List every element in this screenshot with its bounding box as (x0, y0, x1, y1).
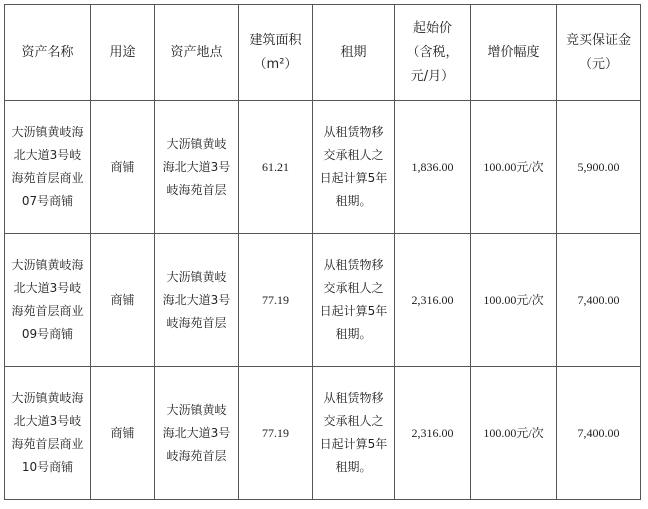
cell-location: 大沥镇黄岐海北大道3号岐海苑首层 (155, 101, 239, 234)
cell-term: 从租赁物移交承租人之日起计算5年租期。 (313, 367, 395, 500)
asset-table-container (4, 4, 641, 500)
cell-start-price: 1,836.00 (395, 101, 471, 234)
header-asset-name: 资产名称 (5, 5, 91, 101)
table-row (5, 367, 641, 500)
cell-asset-name: 大沥镇黄岐海北大道3号岐海苑首层商业10号商铺 (5, 367, 91, 500)
cell-start-price: 2,316.00 (395, 234, 471, 367)
cell-use: 商铺 (91, 101, 155, 234)
cell-deposit: 5,900.00 (557, 101, 641, 234)
asset-lease-table (4, 4, 641, 500)
cell-start-price: 2,316.00 (395, 367, 471, 500)
header-deposit: 竞买保证金（元） (557, 5, 641, 101)
header-use: 用途 (91, 5, 155, 101)
cell-asset-name: 大沥镇黄岐海北大道3号岐海苑首层商业09号商铺 (5, 234, 91, 367)
table-header-row (5, 5, 641, 101)
cell-deposit: 7,400.00 (557, 234, 641, 367)
cell-area: 77.19 (239, 234, 313, 367)
table-row (5, 101, 641, 234)
cell-term: 从租赁物移交承租人之日起计算5年租期。 (313, 101, 395, 234)
cell-use: 商铺 (91, 367, 155, 500)
header-start-price: 起始价（含税，元/月） (395, 5, 471, 101)
cell-increment: 100.00元/次 (471, 367, 557, 500)
table-row (5, 234, 641, 367)
cell-increment: 100.00元/次 (471, 101, 557, 234)
header-term: 租期 (313, 5, 395, 101)
cell-asset-name: 大沥镇黄岐海北大道3号岐海苑首层商业07号商铺 (5, 101, 91, 234)
cell-increment: 100.00元/次 (471, 234, 557, 367)
cell-area: 77.19 (239, 367, 313, 500)
header-increment: 增价幅度 (471, 5, 557, 101)
cell-use: 商铺 (91, 234, 155, 367)
cell-area: 61.21 (239, 101, 313, 234)
cell-term: 从租赁物移交承租人之日起计算5年租期。 (313, 234, 395, 367)
cell-deposit: 7,400.00 (557, 367, 641, 500)
header-location: 资产地点 (155, 5, 239, 101)
cell-location: 大沥镇黄岐海北大道3号岐海苑首层 (155, 234, 239, 367)
cell-location: 大沥镇黄岐海北大道3号岐海苑首层 (155, 367, 239, 500)
header-area: 建筑面积（m²） (239, 5, 313, 101)
